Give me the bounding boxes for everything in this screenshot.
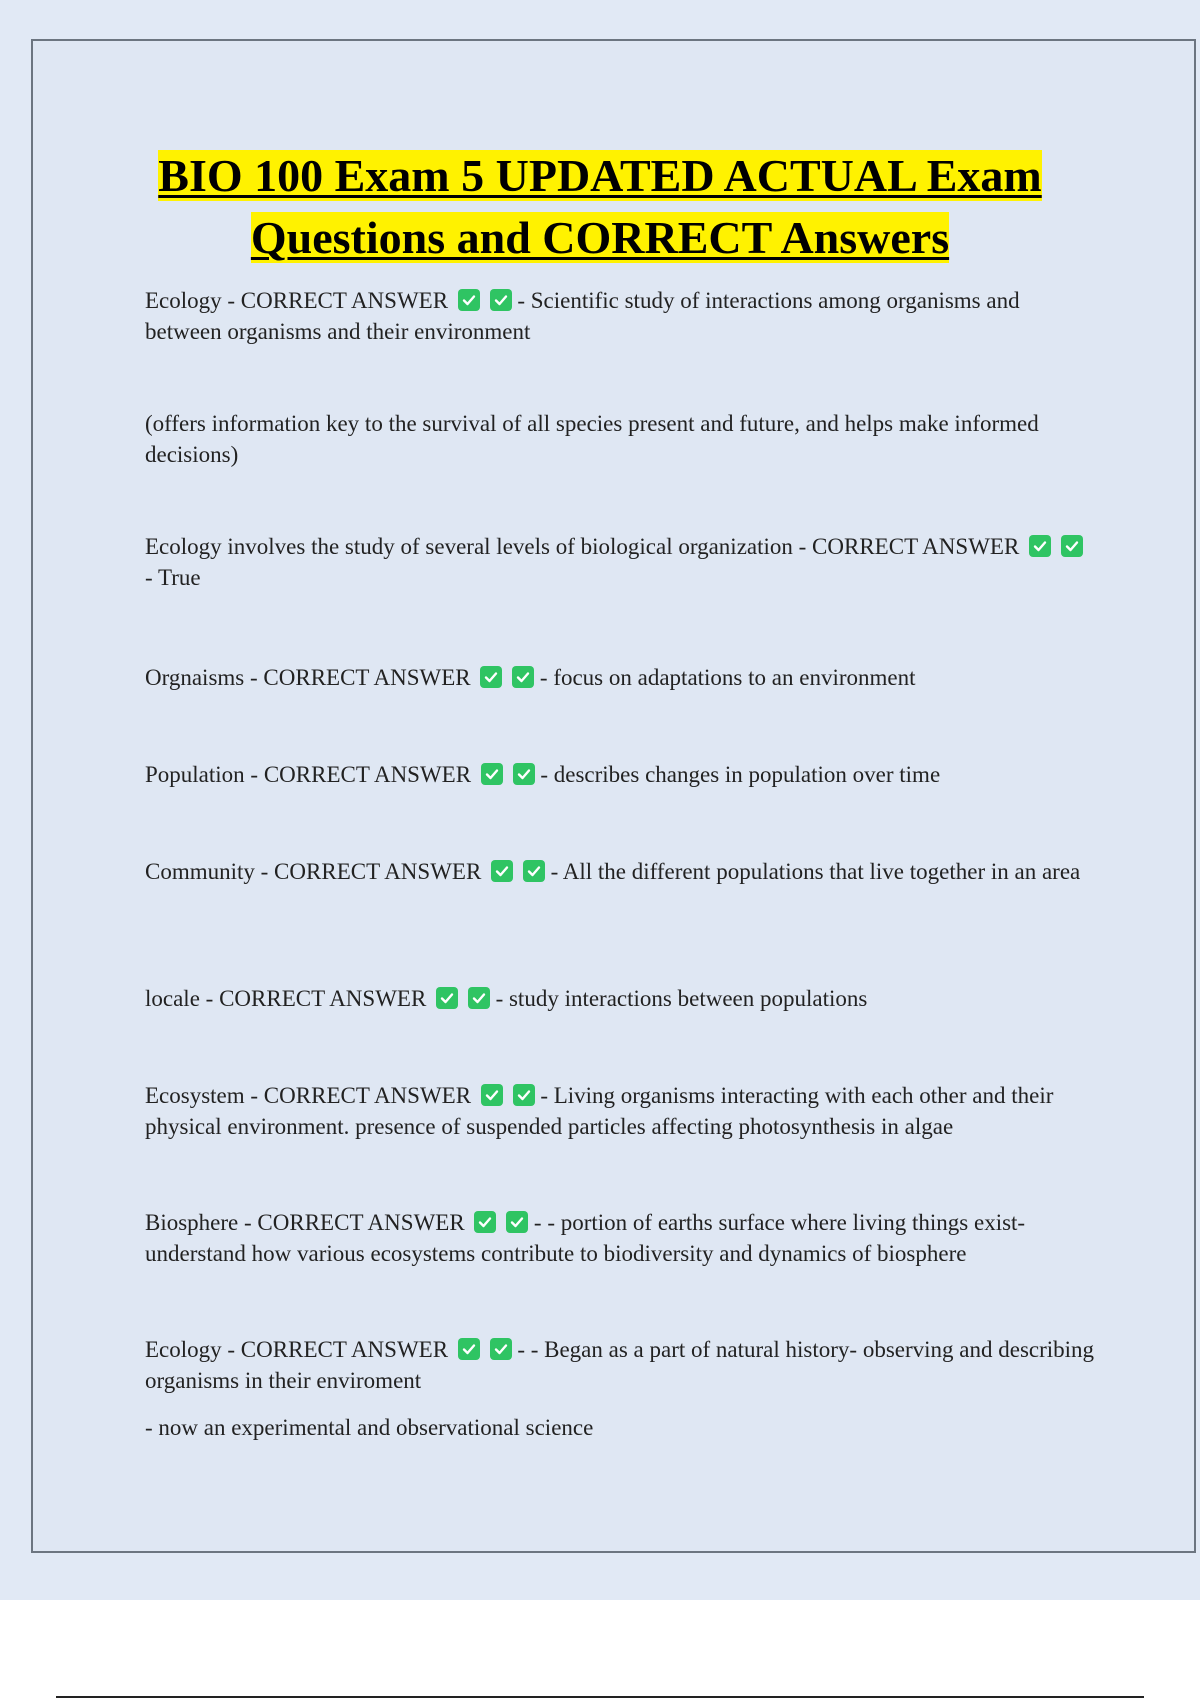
check-mark-icon xyxy=(480,666,502,688)
entry-answer: - - portion of earths surface where living things exist- understand how various ecosystems contribute to biodiversity and dynamics of biosphere xyxy=(145,1210,1026,1266)
entry-answer: - focus on adaptations to an environment xyxy=(539,665,916,690)
qa-entry-population xyxy=(145,759,1095,790)
footer-divider xyxy=(56,1696,1144,1698)
entry-answer: - describes changes in population over time xyxy=(540,762,941,787)
qa-entry-ecosystem xyxy=(145,1080,1095,1142)
qa-entry-ecology-history xyxy=(145,1334,1095,1396)
entry-term: Community - CORRECT ANSWER xyxy=(145,859,482,884)
check-mark-icon xyxy=(436,987,458,1009)
check-mark-icon xyxy=(481,763,503,785)
entry-answer: - Scientific study of interactions among organisms and between organisms and their environment xyxy=(145,288,1020,344)
title-line-1: BIO 100 Exam 5 UPDATED ACTUAL Exam xyxy=(158,150,1042,201)
check-mark-icon xyxy=(458,1338,480,1360)
check-mark-icon xyxy=(523,860,545,882)
check-mark-icon xyxy=(513,1084,535,1106)
entry-answer: - - Began as a part of natural history- observing and describing organisms in their enviroment xyxy=(145,1337,1095,1393)
entry-term: Ecology - CORRECT ANSWER xyxy=(145,288,449,313)
entry-term: Orgnaisms - CORRECT ANSWER xyxy=(145,665,471,690)
entry-term: Ecology - CORRECT ANSWER xyxy=(145,1337,449,1362)
check-mark-icon xyxy=(513,763,535,785)
check-mark-icon xyxy=(490,289,512,311)
check-mark-icon xyxy=(491,860,513,882)
document-title xyxy=(100,145,1100,269)
entry-term: Ecology involves the study of several levels of biological organization - CORRECT ANSWER xyxy=(145,534,1020,559)
check-mark-icon xyxy=(458,289,480,311)
check-mark-icon xyxy=(490,1338,512,1360)
check-mark-icon xyxy=(474,1211,496,1233)
entry-text: (offers information key to the survival of all species present and future, and helps make informed decisions) xyxy=(145,411,1039,467)
title-line-2: Questions and CORRECT Answers xyxy=(250,212,950,263)
entry-term: Population - CORRECT ANSWER xyxy=(145,762,472,787)
entry-term: Ecosystem - CORRECT ANSWER xyxy=(145,1083,472,1108)
check-mark-icon xyxy=(468,987,490,1009)
qa-entry-community xyxy=(145,856,1095,887)
check-mark-icon xyxy=(506,1211,528,1233)
qa-entry-ecology-definition xyxy=(145,285,1095,347)
check-mark-icon xyxy=(1029,535,1051,557)
entry-answer: - study interactions between populations xyxy=(495,986,868,1011)
qa-entry-continuation xyxy=(145,1412,1095,1443)
entry-answer: - All the different populations that live together in an area xyxy=(550,859,1081,884)
entry-text: - now an experimental and observational science xyxy=(145,1415,594,1440)
qa-entry-biosphere xyxy=(145,1207,1095,1269)
check-mark-icon xyxy=(1061,535,1083,557)
entry-answer: - True xyxy=(145,565,201,590)
check-mark-icon xyxy=(481,1084,503,1106)
check-mark-icon xyxy=(512,666,534,688)
qa-entry-note xyxy=(145,408,1095,470)
qa-entry-levels xyxy=(145,531,1095,593)
entry-answer: - Living organisms interacting with each other and their physical environment. presence of suspended particles affecting photosynthesis in algae xyxy=(145,1083,1054,1139)
entry-term: locale - CORRECT ANSWER xyxy=(145,986,427,1011)
qa-entry-locale xyxy=(145,983,1095,1014)
qa-entry-organisms xyxy=(145,662,1095,693)
entry-term: Biosphere - CORRECT ANSWER xyxy=(145,1210,465,1235)
